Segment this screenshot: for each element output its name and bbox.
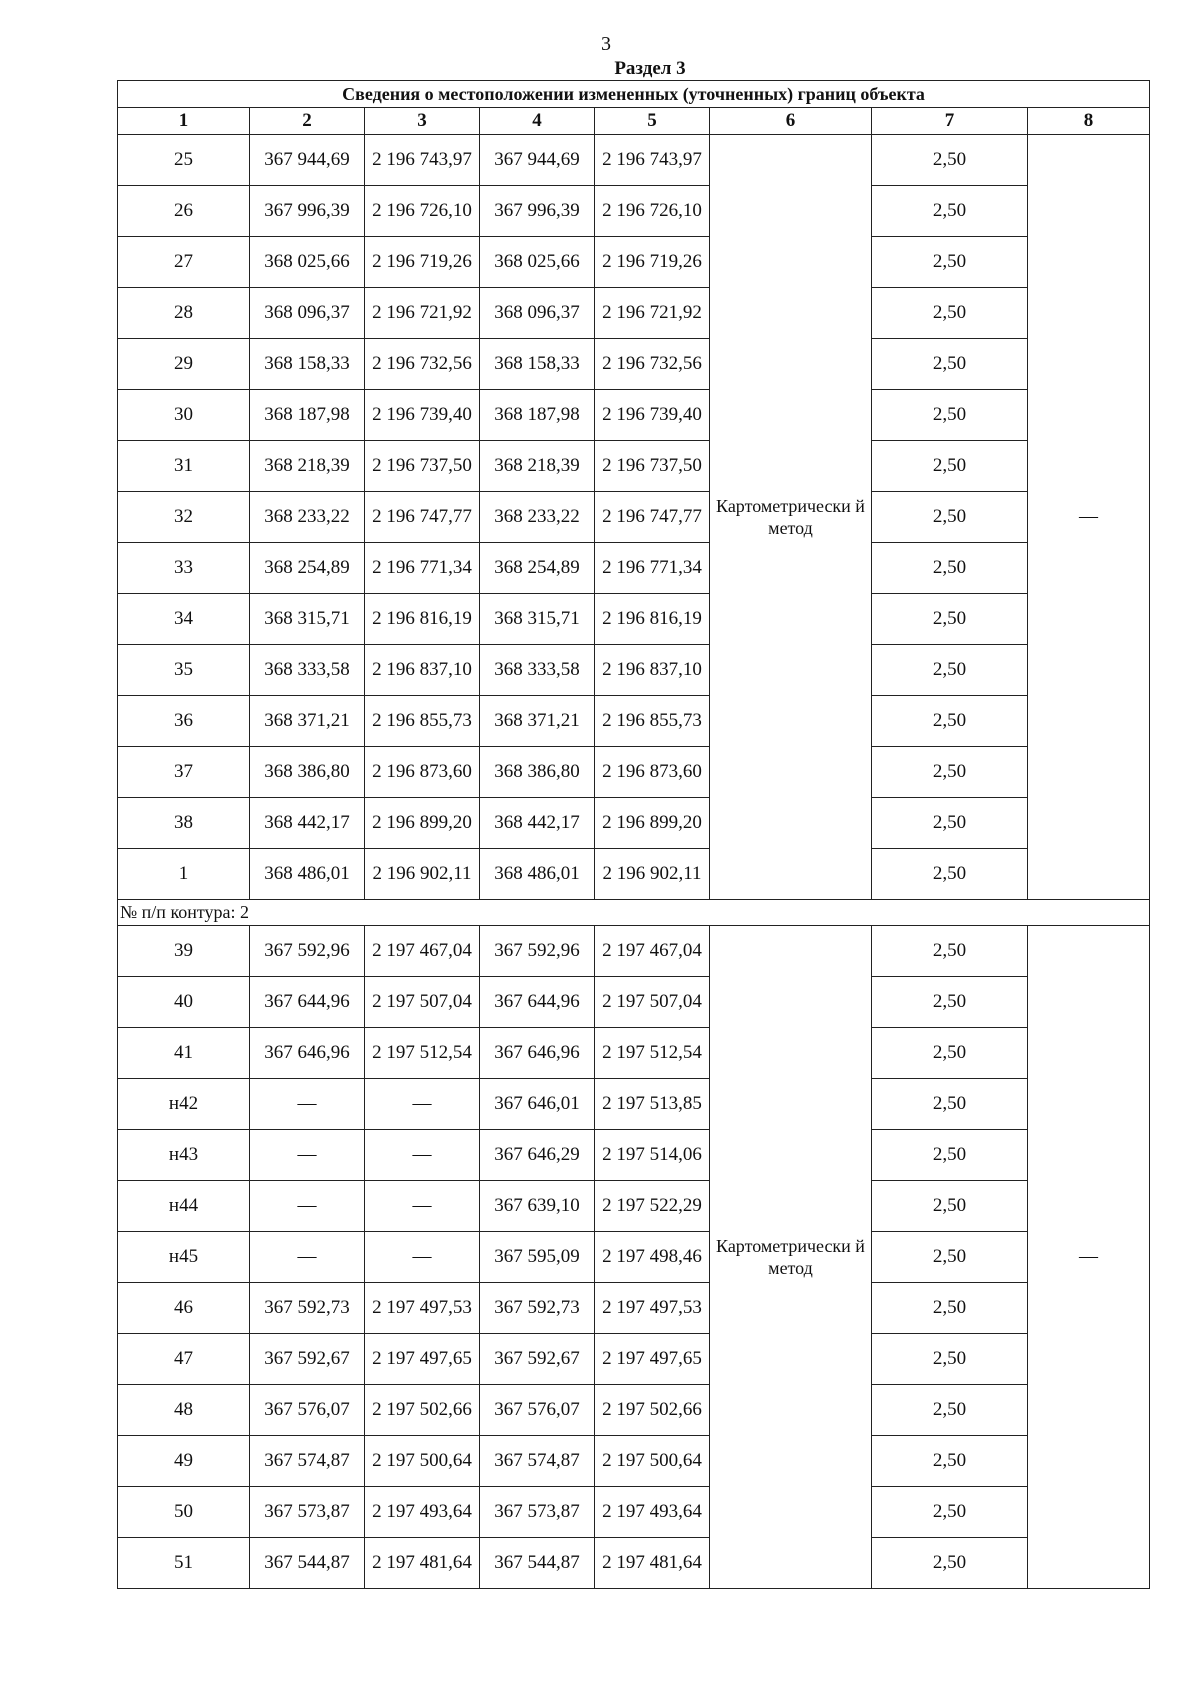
table-row (118, 747, 1150, 798)
existing-y: — (365, 1232, 480, 1283)
existing-x: — (250, 1232, 365, 1283)
existing-x: 367 576,07 (250, 1385, 365, 1436)
existing-y: 2 197 467,04 (365, 926, 480, 977)
new-x: 368 233,22 (480, 492, 595, 543)
existing-y: — (365, 1079, 480, 1130)
new-x: 367 646,29 (480, 1130, 595, 1181)
new-y: 2 196 855,73 (595, 696, 710, 747)
existing-x: — (250, 1130, 365, 1181)
table-row (118, 441, 1150, 492)
existing-x: 368 158,33 (250, 339, 365, 390)
accuracy: 2,50 (872, 339, 1028, 390)
new-y: 2 196 747,77 (595, 492, 710, 543)
accuracy: 2,50 (872, 543, 1028, 594)
accuracy: 2,50 (872, 926, 1028, 977)
new-x: 367 646,96 (480, 1028, 595, 1079)
existing-x: — (250, 1181, 365, 1232)
table-row (118, 135, 1150, 186)
table-row (118, 1079, 1150, 1130)
new-y: 2 196 732,56 (595, 339, 710, 390)
new-y: 2 197 481,64 (595, 1538, 710, 1589)
accuracy: 2,50 (872, 1385, 1028, 1436)
table-row (118, 390, 1150, 441)
accuracy: 2,50 (872, 1487, 1028, 1538)
table-row (118, 1283, 1150, 1334)
table-row (118, 645, 1150, 696)
point-number: 36 (118, 696, 250, 747)
new-x: 368 158,33 (480, 339, 595, 390)
new-y: 2 196 739,40 (595, 390, 710, 441)
new-x: 368 254,89 (480, 543, 595, 594)
table-row (118, 977, 1150, 1028)
table-row (118, 237, 1150, 288)
new-x: 368 025,66 (480, 237, 595, 288)
contour-label: № п/п контура: 2 (118, 900, 1150, 926)
existing-y: 2 196 721,92 (365, 288, 480, 339)
new-y: 2 196 837,10 (595, 645, 710, 696)
table-row (118, 1028, 1150, 1079)
existing-x: 368 233,22 (250, 492, 365, 543)
existing-y: 2 196 747,77 (365, 492, 480, 543)
new-x: 368 096,37 (480, 288, 595, 339)
point-number: 48 (118, 1385, 250, 1436)
accuracy: 2,50 (872, 390, 1028, 441)
section-title: Раздел 3 (614, 58, 686, 79)
existing-y: 2 197 497,65 (365, 1334, 480, 1385)
point-number: 46 (118, 1283, 250, 1334)
point-number: 27 (118, 237, 250, 288)
new-x: 367 595,09 (480, 1232, 595, 1283)
new-x: 367 646,01 (480, 1079, 595, 1130)
accuracy: 2,50 (872, 135, 1028, 186)
point-number: 25 (118, 135, 250, 186)
boundary-table (117, 80, 1150, 1589)
new-x: 367 996,39 (480, 186, 595, 237)
existing-y: 2 196 743,97 (365, 135, 480, 186)
column-number: 8 (1028, 108, 1150, 135)
table-row (118, 186, 1150, 237)
existing-y: 2 197 507,04 (365, 977, 480, 1028)
existing-x: 367 644,96 (250, 977, 365, 1028)
table-row (118, 339, 1150, 390)
column-number: 6 (710, 108, 872, 135)
table-row (118, 1232, 1150, 1283)
new-y: 2 197 497,53 (595, 1283, 710, 1334)
point-number: 50 (118, 1487, 250, 1538)
accuracy: 2,50 (872, 696, 1028, 747)
point-number: 30 (118, 390, 250, 441)
point-number: 40 (118, 977, 250, 1028)
new-x: 367 944,69 (480, 135, 595, 186)
existing-y: 2 196 899,20 (365, 798, 480, 849)
page-number: 3 (601, 33, 611, 55)
existing-x: 368 254,89 (250, 543, 365, 594)
accuracy: 2,50 (872, 288, 1028, 339)
new-y: 2 197 498,46 (595, 1232, 710, 1283)
table-row (118, 1436, 1150, 1487)
existing-y: 2 197 500,64 (365, 1436, 480, 1487)
new-y: 2 197 514,06 (595, 1130, 710, 1181)
point-number: 28 (118, 288, 250, 339)
accuracy: 2,50 (872, 1334, 1028, 1385)
accuracy: 2,50 (872, 1436, 1028, 1487)
existing-x: 368 371,21 (250, 696, 365, 747)
new-y: 2 196 816,19 (595, 594, 710, 645)
point-number: 37 (118, 747, 250, 798)
column-number: 1 (118, 108, 250, 135)
existing-y: 2 196 873,60 (365, 747, 480, 798)
column-number: 5 (595, 108, 710, 135)
point-number: н43 (118, 1130, 250, 1181)
existing-y: 2 196 837,10 (365, 645, 480, 696)
accuracy: 2,50 (872, 1283, 1028, 1334)
column-8-cell: — (1028, 926, 1150, 1589)
column-8-cell: — (1028, 135, 1150, 900)
point-number: 32 (118, 492, 250, 543)
accuracy: 2,50 (872, 645, 1028, 696)
existing-x: 367 574,87 (250, 1436, 365, 1487)
existing-y: 2 196 739,40 (365, 390, 480, 441)
existing-y: 2 196 771,34 (365, 543, 480, 594)
accuracy: 2,50 (872, 237, 1028, 288)
new-x: 368 218,39 (480, 441, 595, 492)
accuracy: 2,50 (872, 1079, 1028, 1130)
existing-x: 367 592,73 (250, 1283, 365, 1334)
new-y: 2 197 467,04 (595, 926, 710, 977)
point-number: 35 (118, 645, 250, 696)
new-x: 367 576,07 (480, 1385, 595, 1436)
existing-y: 2 197 502,66 (365, 1385, 480, 1436)
existing-x: 368 315,71 (250, 594, 365, 645)
table-row (118, 1334, 1150, 1385)
existing-x: — (250, 1079, 365, 1130)
new-y: 2 196 899,20 (595, 798, 710, 849)
existing-x: 367 996,39 (250, 186, 365, 237)
method-cell: Картометрически й метод (710, 926, 872, 1589)
new-y: 2 196 873,60 (595, 747, 710, 798)
existing-y: 2 196 855,73 (365, 696, 480, 747)
accuracy: 2,50 (872, 1232, 1028, 1283)
accuracy: 2,50 (872, 1538, 1028, 1589)
new-x: 368 486,01 (480, 849, 595, 900)
new-y: 2 196 771,34 (595, 543, 710, 594)
column-number: 3 (365, 108, 480, 135)
point-number: н44 (118, 1181, 250, 1232)
existing-y: 2 197 512,54 (365, 1028, 480, 1079)
existing-x: 368 025,66 (250, 237, 365, 288)
new-x: 367 639,10 (480, 1181, 595, 1232)
point-number: 41 (118, 1028, 250, 1079)
new-y: 2 196 737,50 (595, 441, 710, 492)
accuracy: 2,50 (872, 492, 1028, 543)
existing-y: 2 197 497,53 (365, 1283, 480, 1334)
table-row (118, 543, 1150, 594)
table-row (118, 1538, 1150, 1589)
point-number: н42 (118, 1079, 250, 1130)
point-number: 34 (118, 594, 250, 645)
point-number: н45 (118, 1232, 250, 1283)
existing-x: 368 442,17 (250, 798, 365, 849)
new-y: 2 197 522,29 (595, 1181, 710, 1232)
new-x: 368 371,21 (480, 696, 595, 747)
new-x: 367 592,67 (480, 1334, 595, 1385)
accuracy: 2,50 (872, 798, 1028, 849)
table-row (118, 594, 1150, 645)
new-x: 368 187,98 (480, 390, 595, 441)
accuracy: 2,50 (872, 594, 1028, 645)
new-y: 2 197 512,54 (595, 1028, 710, 1079)
point-number: 26 (118, 186, 250, 237)
new-x: 367 644,96 (480, 977, 595, 1028)
accuracy: 2,50 (872, 186, 1028, 237)
existing-y: 2 196 719,26 (365, 237, 480, 288)
new-x: 367 573,87 (480, 1487, 595, 1538)
existing-x: 368 486,01 (250, 849, 365, 900)
point-number: 51 (118, 1538, 250, 1589)
accuracy: 2,50 (872, 1028, 1028, 1079)
new-y: 2 196 719,26 (595, 237, 710, 288)
table-row (118, 1487, 1150, 1538)
point-number: 47 (118, 1334, 250, 1385)
table-row (118, 798, 1150, 849)
new-y: 2 197 507,04 (595, 977, 710, 1028)
accuracy: 2,50 (872, 747, 1028, 798)
new-y: 2 196 721,92 (595, 288, 710, 339)
existing-y: — (365, 1130, 480, 1181)
table-row (118, 288, 1150, 339)
method-cell: Картометрически й метод (710, 135, 872, 900)
column-number: 7 (872, 108, 1028, 135)
accuracy: 2,50 (872, 1181, 1028, 1232)
existing-y: 2 196 902,11 (365, 849, 480, 900)
point-number: 33 (118, 543, 250, 594)
new-x: 368 442,17 (480, 798, 595, 849)
new-x: 368 315,71 (480, 594, 595, 645)
existing-x: 367 544,87 (250, 1538, 365, 1589)
accuracy: 2,50 (872, 441, 1028, 492)
existing-x: 368 333,58 (250, 645, 365, 696)
existing-x: 367 592,96 (250, 926, 365, 977)
table-row (118, 1181, 1150, 1232)
existing-x: 367 646,96 (250, 1028, 365, 1079)
table-row (118, 926, 1150, 977)
existing-y: 2 197 481,64 (365, 1538, 480, 1589)
table-caption: Сведения о местоположении измененных (уточненных) границ объекта (118, 81, 1150, 108)
new-y: 2 197 493,64 (595, 1487, 710, 1538)
new-x: 368 386,80 (480, 747, 595, 798)
column-number: 2 (250, 108, 365, 135)
existing-x: 367 944,69 (250, 135, 365, 186)
table-row (118, 1130, 1150, 1181)
existing-x: 367 573,87 (250, 1487, 365, 1538)
point-number: 1 (118, 849, 250, 900)
existing-y: 2 196 732,56 (365, 339, 480, 390)
new-y: 2 197 502,66 (595, 1385, 710, 1436)
new-x: 368 333,58 (480, 645, 595, 696)
new-y: 2 196 726,10 (595, 186, 710, 237)
existing-x: 368 218,39 (250, 441, 365, 492)
point-number: 29 (118, 339, 250, 390)
existing-x: 368 187,98 (250, 390, 365, 441)
new-x: 367 592,73 (480, 1283, 595, 1334)
contour-row (118, 900, 1150, 926)
existing-x: 368 096,37 (250, 288, 365, 339)
point-number: 49 (118, 1436, 250, 1487)
table-row (118, 1385, 1150, 1436)
table-row (118, 492, 1150, 543)
new-y: 2 197 513,85 (595, 1079, 710, 1130)
new-y: 2 196 743,97 (595, 135, 710, 186)
accuracy: 2,50 (872, 1130, 1028, 1181)
point-number: 31 (118, 441, 250, 492)
existing-y: 2 197 493,64 (365, 1487, 480, 1538)
new-y: 2 196 902,11 (595, 849, 710, 900)
new-y: 2 197 500,64 (595, 1436, 710, 1487)
table-row (118, 696, 1150, 747)
existing-y: 2 196 816,19 (365, 594, 480, 645)
new-x: 367 592,96 (480, 926, 595, 977)
accuracy: 2,50 (872, 849, 1028, 900)
accuracy: 2,50 (872, 977, 1028, 1028)
point-number: 39 (118, 926, 250, 977)
new-y: 2 197 497,65 (595, 1334, 710, 1385)
new-x: 367 574,87 (480, 1436, 595, 1487)
existing-x: 367 592,67 (250, 1334, 365, 1385)
point-number: 38 (118, 798, 250, 849)
existing-y: 2 196 737,50 (365, 441, 480, 492)
new-x: 367 544,87 (480, 1538, 595, 1589)
existing-y: 2 196 726,10 (365, 186, 480, 237)
existing-x: 368 386,80 (250, 747, 365, 798)
column-number: 4 (480, 108, 595, 135)
table-row (118, 849, 1150, 900)
existing-y: — (365, 1181, 480, 1232)
